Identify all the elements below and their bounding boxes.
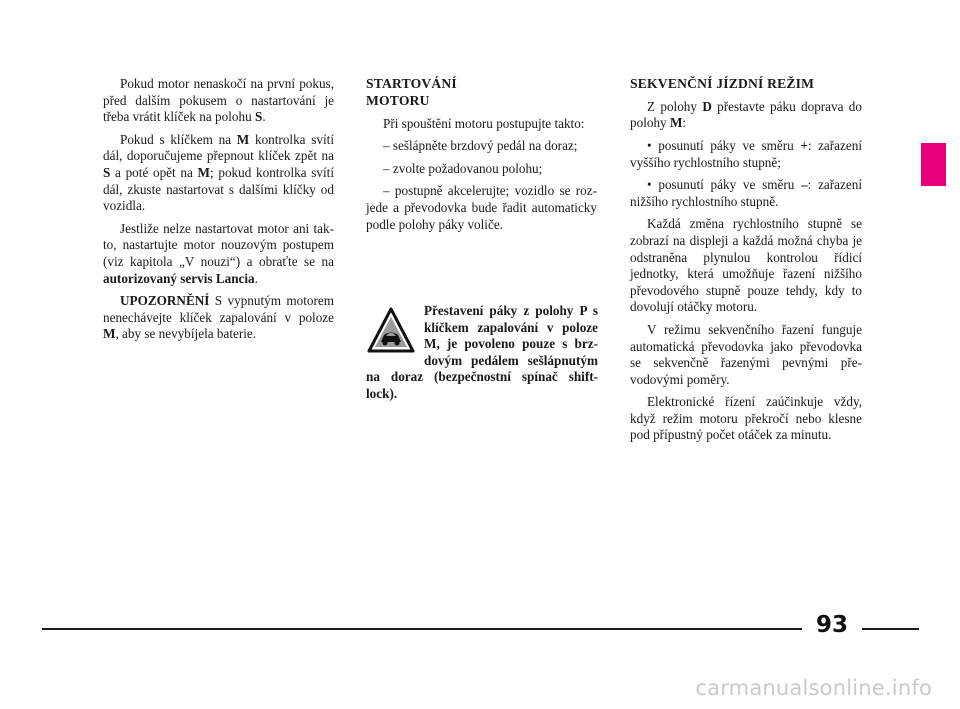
section-heading: [366, 76, 597, 110]
text-bold: D: [702, 98, 712, 114]
section-heading-line: MOTORU: [366, 92, 430, 108]
text: kontrolka svítí dál, doporučujeme přepnout klíček zpět na: [103, 131, 334, 164]
page-number: 93: [815, 612, 848, 638]
paragraph: [630, 99, 862, 132]
text-bold: S: [103, 164, 111, 180]
paragraph: [630, 138, 862, 171]
paragraph: Elektronické řízení zaúčinkuje vždy, když režim motoru překročí nebo klesne pod přípustný počet otáček za minutu.: [630, 394, 862, 443]
footer-rule: [42, 628, 802, 630]
footer-rule: [862, 628, 919, 630]
paragraph: – postupně akcelerujte; vozidlo se rozjede a převodovka bude řadit automaticky podle polohy páky voliče.: [366, 183, 597, 232]
text: .: [262, 109, 266, 125]
text: ; pokud kontrolka svítí dál, zkuste nastartovat s dalšími klíčky od vozidla.: [103, 164, 334, 214]
column-middle: [366, 76, 597, 239]
text-bold: M: [103, 326, 116, 342]
paragraph: [103, 76, 334, 126]
paragraph: [103, 293, 334, 343]
watermark-text: carmanualsonline.info: [695, 676, 932, 700]
text: .: [254, 270, 258, 286]
warning-triangle-icon: [366, 306, 416, 356]
text: Z polohy: [647, 98, 703, 114]
paragraph: – zvolte požadovanou polohu;: [383, 160, 543, 176]
text: Pokud motor nenaskočí na první pokus, před dalším pokusem o nastartování je třeba vrátit klíček na polohu: [103, 76, 334, 125]
text: : zařazení nižšího rychlostního stupně.: [630, 177, 862, 209]
text-bold: M: [236, 131, 250, 147]
paragraph: Každá změna rychlostního stupně se zobrazí na displeji a každá možná chyba je odstraněna plynulou kontrolou řídicí jednotky, která umožňuje řazení nižšího převodového stupně pouze tehdy, kdy to dovolují otáčky motoru.: [630, 216, 862, 315]
text-bold: –: [801, 177, 808, 193]
paragraph: [103, 132, 334, 215]
text: Jestliže nelze nastartovat motor ani takto, nastartujte motor nouzovým postupem (viz kapitola „V nouzi“) a obraťte se na: [103, 220, 334, 269]
warning-text: Přestavení páky z polohy P s klíčkem zapalování v poloze M, je povoleno pouze s brzdovým pedálem sešlápnutým na doraz (bezpečnostní spínač shift-lock).: [366, 303, 598, 401]
text: • posunutí páky ve směru: [647, 177, 802, 193]
text: S vypnutým motorem nenechávejte klíček zapalování v poloze: [103, 293, 334, 325]
text: • posunutí páky ve směru: [647, 137, 801, 153]
paragraph: Při spouštění motoru postupujte takto:: [383, 115, 585, 131]
section-heading: SEKVENČNÍ JÍZDNÍ REŽIM: [630, 76, 815, 91]
warning-note: [366, 303, 598, 403]
chapter-tab-marker: [921, 143, 946, 186]
column-left: [103, 76, 334, 349]
text-bold: +: [800, 137, 808, 153]
section-heading-line: STARTOVÁNÍ: [366, 76, 457, 91]
text-bold: M: [197, 164, 210, 180]
text: : zařazení vyššího rychlostního stupně;: [630, 137, 862, 170]
text-bold: M: [669, 115, 683, 131]
paragraph: V režimu sekvenčního řazení funguje automatická převodovka jako převodovka se sekvenčně řazenými pevnými převodovými poměry.: [630, 321, 862, 387]
paragraph: – sešlápněte brzdový pedál na doraz;: [383, 138, 578, 154]
text: :: [682, 115, 687, 131]
paragraph: [103, 221, 334, 287]
text: a poté opět na: [110, 164, 198, 180]
paragraph: [630, 177, 862, 210]
text-bold: autorizovaný servis Lancia: [103, 270, 255, 286]
text: přestavte páku doprava do polohy: [630, 98, 862, 131]
text: , aby se nevybíjela baterie.: [115, 326, 257, 342]
text-bold: S: [254, 109, 263, 125]
column-right: [630, 76, 862, 450]
text: Pokud s klíčkem na: [120, 131, 237, 147]
text-bold: UPOZORNĚNÍ: [120, 293, 210, 309]
